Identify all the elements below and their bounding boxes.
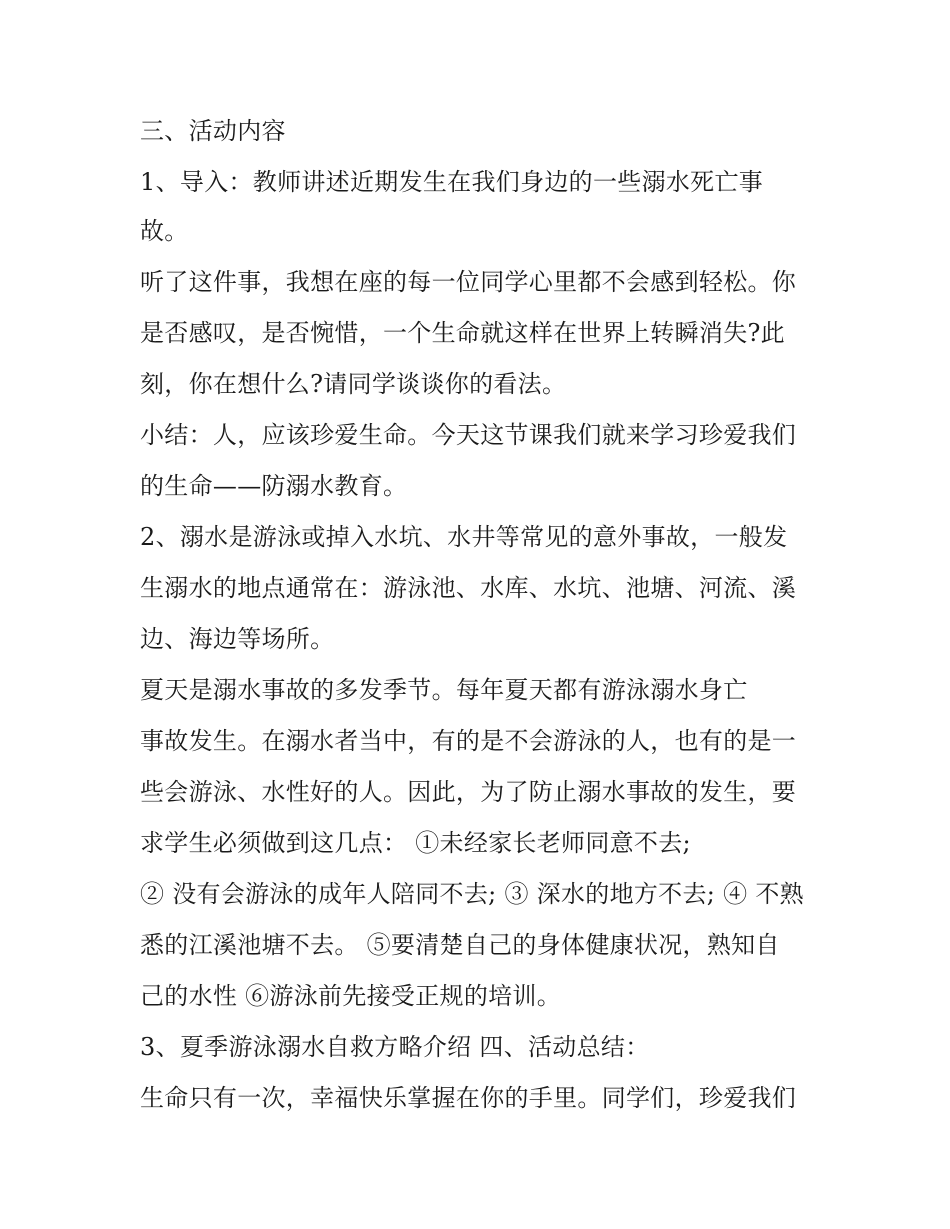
paragraph-line: 己的水性 ⑥游泳前先接受正规的培训。: [140, 982, 562, 1010]
paragraph-line: 2、溺水是游泳或掉入水坑、水井等常见的意外事故，一般发: [140, 523, 788, 551]
paragraph-line: 故。: [140, 217, 189, 245]
paragraph-line: 求学生必须做到这几点： ①未经家长老师同意不去;: [140, 829, 691, 857]
paragraph-line: 小结：人，应该珍爱生命。今天这节课我们就来学习珍爱我们: [140, 421, 797, 449]
paragraph-line: 生溺水的地点通常在：游泳池、水库、水坑、池塘、河流、溪: [140, 574, 797, 602]
paragraph-line: ② 没有会游泳的成年人陪同不去; ③ 深水的地方不去; ④ 不熟: [140, 880, 804, 908]
paragraph-line: 3、夏季游泳溺水自救方略介绍 四、活动总结：: [140, 1033, 650, 1061]
paragraph-line: 生命只有一次，幸福快乐掌握在你的手里。同学们，珍爱我们: [140, 1084, 797, 1112]
paragraph-line: 边、海边等场所。: [140, 625, 335, 653]
paragraph-line: 悉的江溪池塘不去。 ⑤要清楚自己的身体健康状况，熟知自: [140, 931, 780, 959]
paragraph-line: 些会游泳、水性好的人。因此，为了防止溺水事故的发生，要: [140, 778, 797, 806]
paragraph-line: 事故发生。在溺水者当中，有的是不会游泳的人，也有的是一: [140, 727, 797, 755]
paragraph-line: 是否感叹，是否惋惜，一个生命就这样在世界上转瞬消失?此: [140, 319, 785, 347]
paragraph-line: 刻，你在想什么?请同学谈谈你的看法。: [140, 370, 567, 398]
paragraph-line: 听了这件事，我想在座的每一位同学心里都不会感到轻松。你: [140, 268, 797, 296]
section-heading-activity-content: 三、活动内容: [140, 117, 286, 145]
paragraph-line: 的生命——防溺水教育。: [140, 472, 408, 500]
paragraph-line: 夏天是溺水事故的多发季节。每年夏天都有游泳溺水身亡: [140, 676, 748, 704]
paragraph-line: 1、导入：教师讲述近期发生在我们身边的一些溺水死亡事: [140, 168, 764, 196]
